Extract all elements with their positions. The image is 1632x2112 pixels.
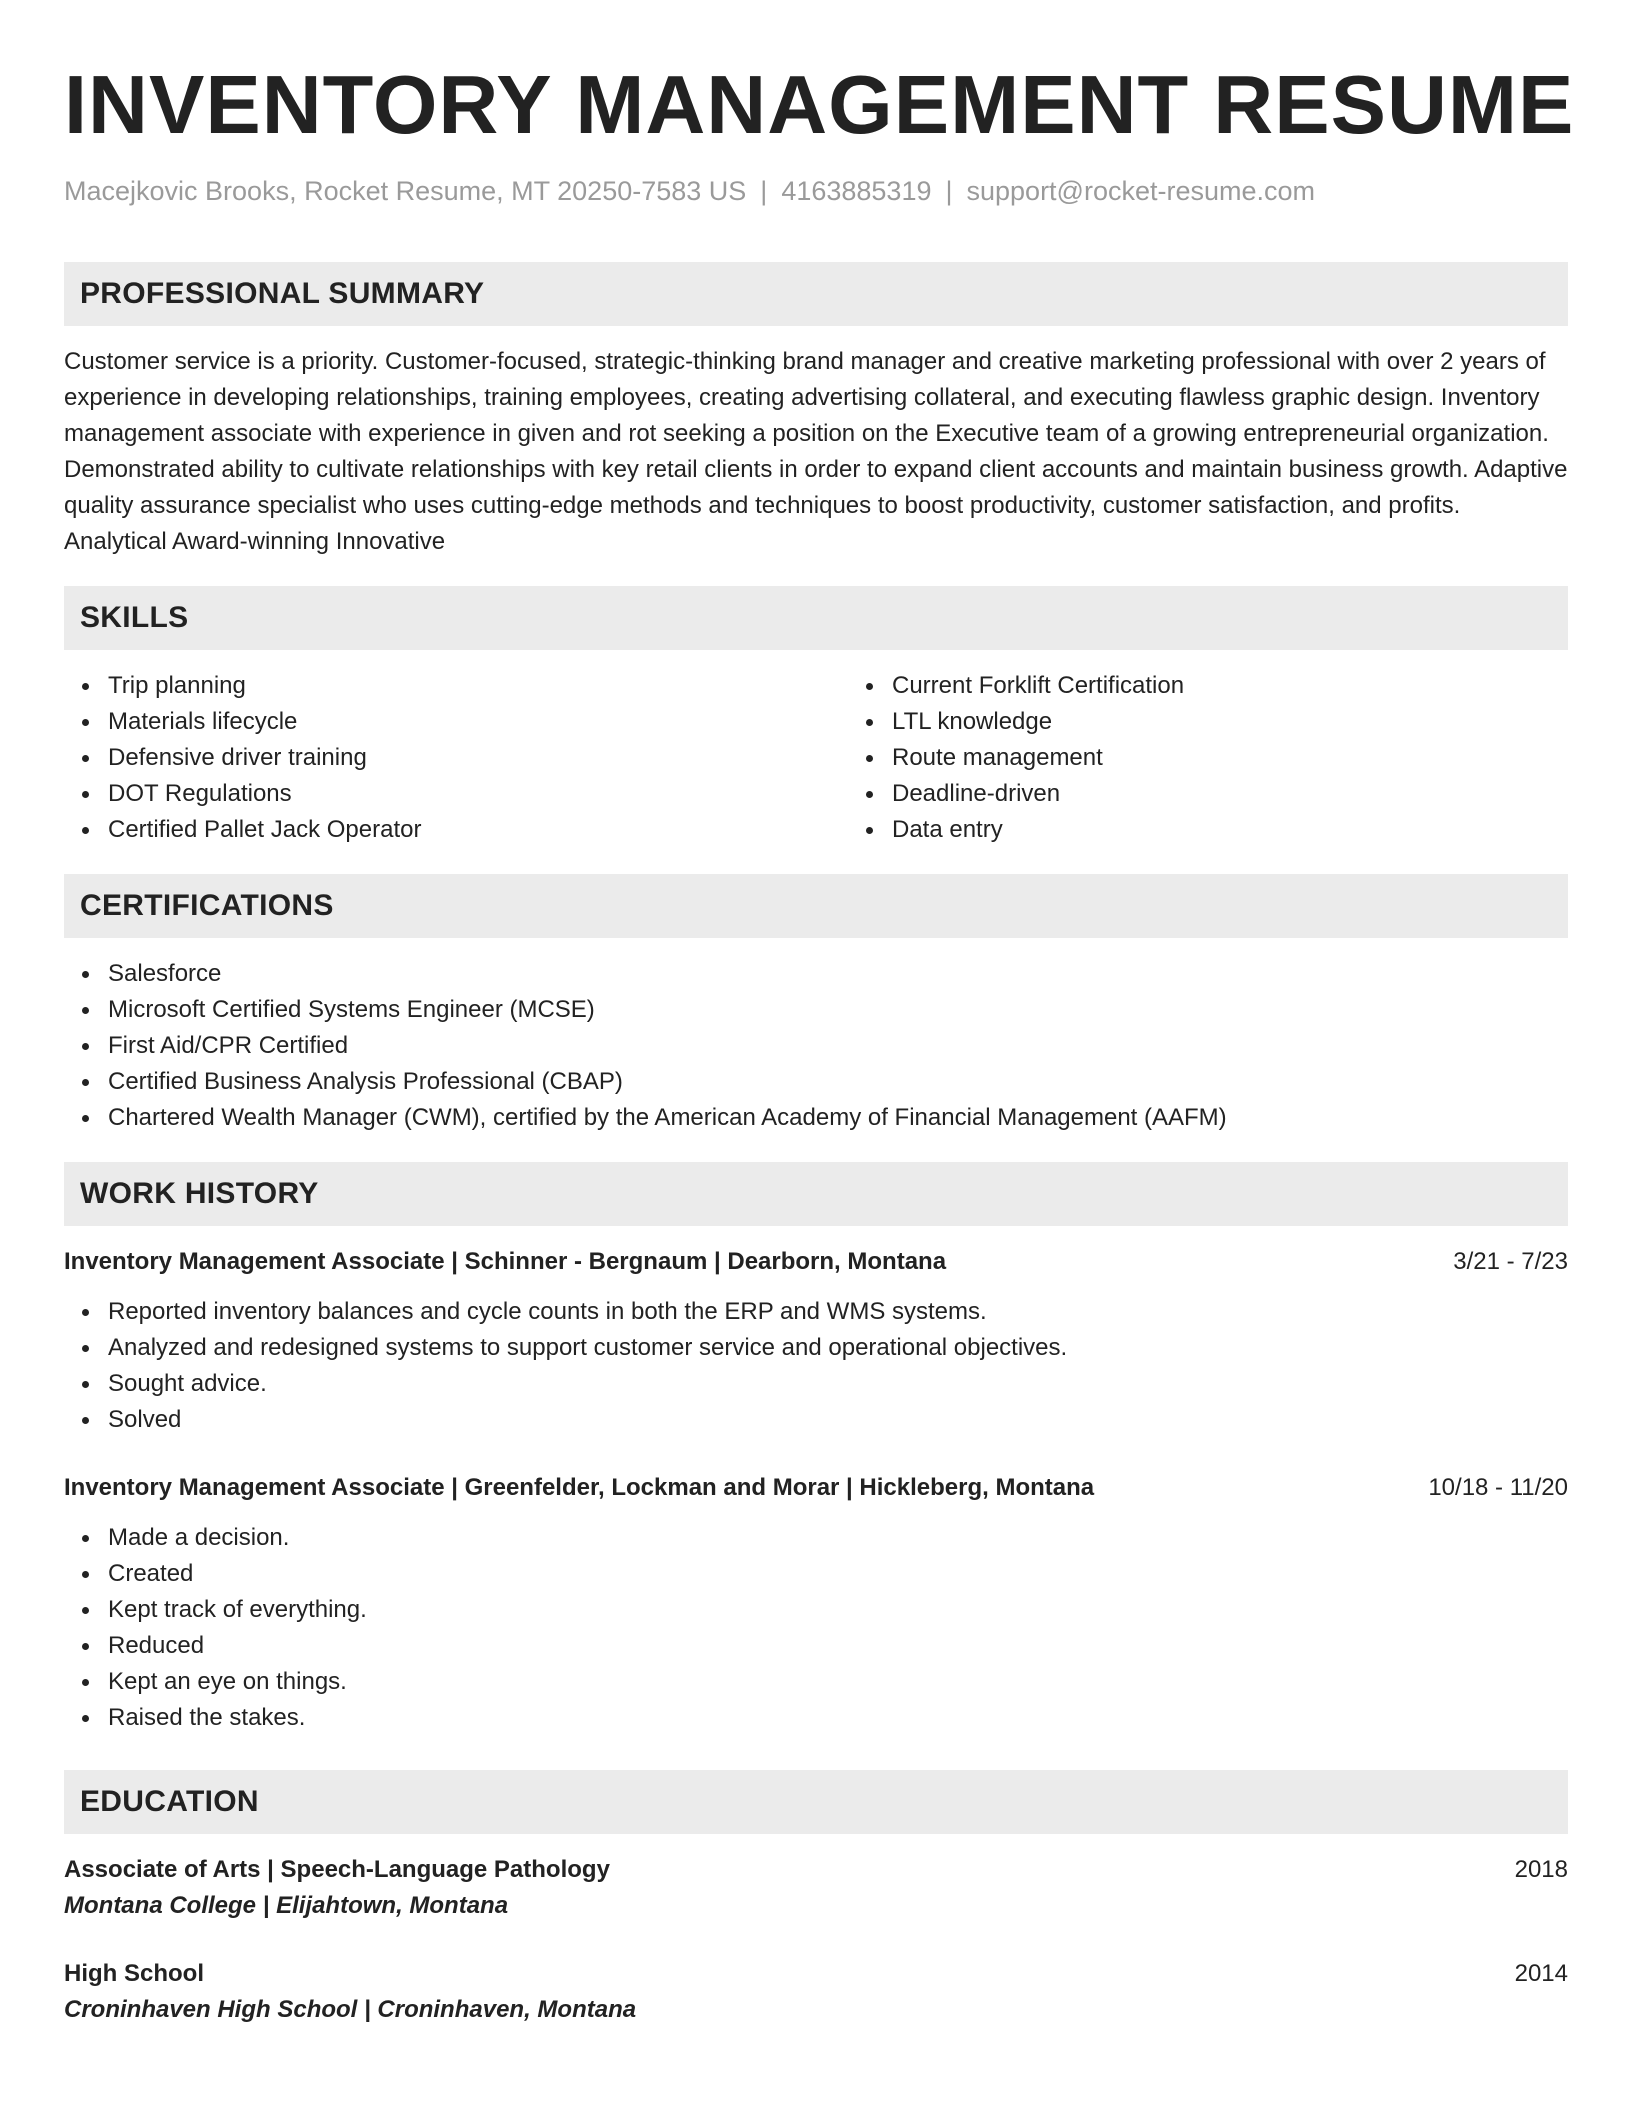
skill-item: Route management xyxy=(892,740,1632,776)
certification-item: Salesforce xyxy=(108,956,1568,992)
resume-title: INVENTORY MANAGEMENT RESUME xyxy=(64,58,1575,151)
section-header-certifications: CERTIFICATIONS xyxy=(64,874,1568,938)
skill-item: DOT Regulations xyxy=(108,776,848,812)
job-bullet: Sought advice. xyxy=(108,1366,1568,1402)
certification-item: Chartered Wealth Manager (CWM), certified by the American Academy of Financial Management (AAFM) xyxy=(108,1100,1568,1136)
job-header xyxy=(64,1470,1568,1506)
education-header xyxy=(64,1852,1568,1888)
contact-separator: | xyxy=(760,176,768,206)
summary-text: Customer service is a priority. Customer-focused, strategic-thinking brand manager and creative marketing professional with over 2 years of experience in developing relationships, training employees, creating advertising collateral, and executing flawless graphic design. Inventory management associate with experience in given and rot seeking a position on the Executive team of a growing entrepreneurial organization. Demonstrated ability to cultivate relationships with key retail clients in order to expand client accounts and maintain business growth. Adaptive quality assurance specialist who uses cutting-edge methods and techniques to boost productivity, customer satisfaction, and profits. Analytical Award-winning Innovative xyxy=(64,348,1568,555)
job-title: Inventory Management Associate | Schinner - Bergnaum | Dearborn, Montana xyxy=(64,1248,947,1275)
contact-line xyxy=(64,174,1568,208)
job-bullet: Created xyxy=(108,1556,1568,1592)
job-title: Inventory Management Associate | Greenfelder, Lockman and Morar | Hickleberg, Montana xyxy=(64,1474,1095,1501)
job-bullet: Kept an eye on things. xyxy=(108,1664,1568,1700)
certification-item: Certified Business Analysis Professional (CBAP) xyxy=(108,1064,1568,1100)
certifications-list xyxy=(64,956,1568,1136)
contact-phone: 4163885319 xyxy=(781,176,932,206)
education-school: Croninhaven High School | Croninhaven, Montana xyxy=(64,1996,637,2023)
job-entry xyxy=(64,1470,1568,1736)
education-school: Montana College | Elijahtown, Montana xyxy=(64,1892,509,1919)
skill-item: Defensive driver training xyxy=(108,740,848,776)
section-header-work-history: WORK HISTORY xyxy=(64,1162,1568,1226)
section-header-education: EDUCATION xyxy=(64,1770,1568,1834)
skill-item: Data entry xyxy=(892,812,1632,848)
job-bullet: Reduced xyxy=(108,1628,1568,1664)
job-bullet: Raised the stakes. xyxy=(108,1700,1568,1736)
section-header-summary: PROFESSIONAL SUMMARY xyxy=(64,262,1568,326)
job-bullet: Analyzed and redesigned systems to support customer service and operational objectives. xyxy=(108,1330,1568,1366)
job-dates: 3/21 - 7/23 xyxy=(1453,1248,1568,1275)
job-header xyxy=(64,1244,1568,1280)
certification-item: Microsoft Certified Systems Engineer (MCSE) xyxy=(108,992,1568,1028)
job-entry xyxy=(64,1244,1568,1438)
education-entry xyxy=(64,1852,1568,1924)
job-bullet: Reported inventory balances and cycle counts in both the ERP and WMS systems. xyxy=(108,1294,1568,1330)
skill-item: Certified Pallet Jack Operator xyxy=(108,812,848,848)
skills-columns xyxy=(64,668,1568,848)
education-entry xyxy=(64,1956,1568,2028)
job-dates: 10/18 - 11/20 xyxy=(1428,1474,1568,1501)
job-bullets xyxy=(64,1520,1568,1736)
skill-item: Current Forklift Certification xyxy=(892,668,1632,704)
job-bullet: Kept track of everything. xyxy=(108,1592,1568,1628)
job-bullet: Solved xyxy=(108,1402,1568,1438)
education-degree: High School xyxy=(64,1960,204,1987)
education-header xyxy=(64,1956,1568,1992)
certification-item: First Aid/CPR Certified xyxy=(108,1028,1568,1064)
contact-separator: | xyxy=(945,176,953,206)
education-year: 2014 xyxy=(1514,1960,1568,1987)
contact-email: support@rocket-resume.com xyxy=(966,176,1316,206)
job-bullet: Made a decision. xyxy=(108,1520,1568,1556)
skill-item: Materials lifecycle xyxy=(108,704,848,740)
skill-item: Trip planning xyxy=(108,668,848,704)
skills-list-left xyxy=(64,668,848,848)
education-degree: Associate of Arts | Speech-Language Pathology xyxy=(64,1856,610,1883)
section-header-skills: SKILLS xyxy=(64,586,1568,650)
skill-item: LTL knowledge xyxy=(892,704,1632,740)
skills-list-right xyxy=(848,668,1632,848)
skill-item: Deadline-driven xyxy=(892,776,1632,812)
education-year: 2018 xyxy=(1514,1856,1568,1883)
job-bullets xyxy=(64,1294,1568,1438)
contact-address: Macejkovic Brooks, Rocket Resume, MT 20250-7583 US xyxy=(64,176,747,206)
